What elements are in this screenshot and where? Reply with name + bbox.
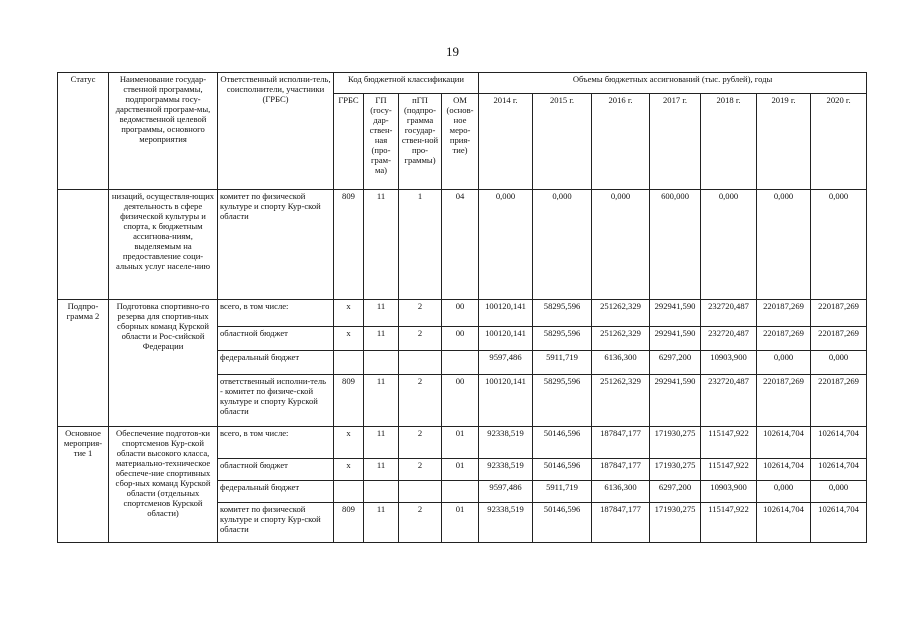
- header-year-2014: 2014 г.: [479, 94, 533, 190]
- header-year-2015: 2015 г.: [533, 94, 592, 190]
- header-name: Наименование государ-ственной программы, подпрограммы госу-дарственной програм-мы, ведомственной целевой программы, основного мероприятия: [109, 73, 218, 190]
- value-cell: 220187,269: [811, 375, 867, 427]
- name-cell: Подготовка спортивно-го резерва для спортив-ных сборных команд Курской области и Рос-сийской Федерации: [109, 300, 218, 427]
- executor-cell: областной бюджет: [218, 459, 334, 481]
- pgp-cell: 2: [399, 327, 442, 351]
- gp-cell: 11: [364, 190, 399, 300]
- value-cell: 0,000: [811, 351, 867, 375]
- value-cell: 0,000: [811, 190, 867, 300]
- header-executor: Ответственный исполни-тель, соисполнители, участники (ГРБС): [218, 73, 334, 190]
- value-cell: 0,000: [533, 190, 592, 300]
- value-cell: 0,000: [757, 351, 811, 375]
- value-cell: 6136,300: [592, 351, 650, 375]
- value-cell: 9597,486: [479, 351, 533, 375]
- executor-cell: федеральный бюджет: [218, 481, 334, 503]
- value-cell: 58295,596: [533, 300, 592, 327]
- executor-cell: всего, в том числе:: [218, 300, 334, 327]
- value-cell: 187847,177: [592, 503, 650, 543]
- value-cell: 251262,329: [592, 327, 650, 351]
- om-cell: 04: [442, 190, 479, 300]
- grbs-cell: х: [334, 427, 364, 459]
- value-cell: 58295,596: [533, 327, 592, 351]
- value-cell: 102614,704: [757, 427, 811, 459]
- value-cell: 600,000: [650, 190, 701, 300]
- value-cell: 292941,590: [650, 300, 701, 327]
- grbs-cell: 809: [334, 375, 364, 427]
- value-cell: 115147,922: [701, 459, 757, 481]
- grbs-cell: 809: [334, 503, 364, 543]
- gp-cell: 11: [364, 327, 399, 351]
- value-cell: 292941,590: [650, 375, 701, 427]
- gp-cell: 11: [364, 459, 399, 481]
- value-cell: 58295,596: [533, 375, 592, 427]
- header-year-2017: 2017 г.: [650, 94, 701, 190]
- value-cell: 9597,486: [479, 481, 533, 503]
- value-cell: 232720,487: [701, 327, 757, 351]
- grbs-cell: х: [334, 327, 364, 351]
- value-cell: 100120,141: [479, 375, 533, 427]
- value-cell: 232720,487: [701, 300, 757, 327]
- value-cell: 187847,177: [592, 427, 650, 459]
- pgp-cell: 2: [399, 459, 442, 481]
- grbs-cell: 809: [334, 190, 364, 300]
- header-volumes: Объемы бюджетных ассигнований (тыс. рублей), годы: [479, 73, 867, 94]
- table-row: [58, 427, 867, 459]
- value-cell: 100120,141: [479, 327, 533, 351]
- pgp-cell: 2: [399, 427, 442, 459]
- executor-cell: всего, в том числе:: [218, 427, 334, 459]
- value-cell: 102614,704: [757, 459, 811, 481]
- value-cell: 292941,590: [650, 327, 701, 351]
- header-om: ОМ (основ-ное меро-прия-тие): [442, 94, 479, 190]
- table-row: [58, 300, 867, 327]
- value-cell: 251262,329: [592, 300, 650, 327]
- value-cell: 0,000: [757, 481, 811, 503]
- value-cell: 6136,300: [592, 481, 650, 503]
- table-row: [58, 190, 867, 300]
- value-cell: 220187,269: [811, 300, 867, 327]
- om-cell: 00: [442, 375, 479, 427]
- executor-cell: комитет по физической культуре и спорту Кур-ской области: [218, 190, 334, 300]
- header-gp: ГП (госу-дар-ствен-ная (про-грам-ма): [364, 94, 399, 190]
- value-cell: 102614,704: [811, 427, 867, 459]
- header-row-1: [58, 73, 867, 94]
- value-cell: 115147,922: [701, 503, 757, 543]
- pgp-cell: 2: [399, 300, 442, 327]
- value-cell: 92338,519: [479, 503, 533, 543]
- value-cell: 102614,704: [757, 503, 811, 543]
- value-cell: 102614,704: [811, 503, 867, 543]
- budget-table: [57, 72, 867, 543]
- value-cell: 171930,275: [650, 459, 701, 481]
- gp-cell: [364, 351, 399, 375]
- value-cell: 50146,596: [533, 427, 592, 459]
- executor-cell: областной бюджет: [218, 327, 334, 351]
- pgp-cell: 2: [399, 375, 442, 427]
- value-cell: 171930,275: [650, 427, 701, 459]
- name-cell: Обеспечение подготов-ки спортсменов Кур-ской области высокого класса, материально-техническое обеспече-ние спортивных сбор-ных команд Курской области (отдельных спортсменов Курской области): [109, 427, 218, 543]
- value-cell: 220187,269: [757, 300, 811, 327]
- value-cell: 0,000: [811, 481, 867, 503]
- header-pgp: пГП (подпро-грамма государ-ствен-ной про-граммы): [399, 94, 442, 190]
- status-cell: [58, 190, 109, 300]
- header-year-2019: 2019 г.: [757, 94, 811, 190]
- value-cell: 0,000: [479, 190, 533, 300]
- gp-cell: 11: [364, 503, 399, 543]
- page-number: 19: [446, 44, 459, 59]
- value-cell: 5911,719: [533, 481, 592, 503]
- pgp-cell: [399, 351, 442, 375]
- pgp-cell: 2: [399, 503, 442, 543]
- pgp-cell: [399, 481, 442, 503]
- value-cell: 100120,141: [479, 300, 533, 327]
- value-cell: 6297,200: [650, 351, 701, 375]
- value-cell: 102614,704: [811, 459, 867, 481]
- header-year-2016: 2016 г.: [592, 94, 650, 190]
- value-cell: 115147,922: [701, 427, 757, 459]
- executor-cell: ответственный исполни-тель - комитет по физиче-ской культуре и спорту Курской области: [218, 375, 334, 427]
- gp-cell: 11: [364, 375, 399, 427]
- value-cell: 0,000: [701, 190, 757, 300]
- value-cell: 5911,719: [533, 351, 592, 375]
- om-cell: [442, 481, 479, 503]
- grbs-cell: [334, 481, 364, 503]
- value-cell: 171930,275: [650, 503, 701, 543]
- name-cell: низаций, осуществля-ющих деятельность в сфере физической культуры и спорта, к бюджетным ассигнова-ниям, выделяемым на предоставление соци-альных услуг населе-нию: [109, 190, 218, 300]
- gp-cell: 11: [364, 427, 399, 459]
- value-cell: 232720,487: [701, 375, 757, 427]
- pgp-cell: 1: [399, 190, 442, 300]
- om-cell: 00: [442, 327, 479, 351]
- gp-cell: 11: [364, 300, 399, 327]
- gp-cell: [364, 481, 399, 503]
- om-cell: 01: [442, 427, 479, 459]
- grbs-cell: [334, 351, 364, 375]
- value-cell: 220187,269: [757, 375, 811, 427]
- grbs-cell: х: [334, 300, 364, 327]
- value-cell: 0,000: [592, 190, 650, 300]
- value-cell: 6297,200: [650, 481, 701, 503]
- value-cell: 92338,519: [479, 459, 533, 481]
- status-cell: Основное мероприя-тие 1: [58, 427, 109, 543]
- status-cell: Подпро-грамма 2: [58, 300, 109, 427]
- value-cell: 220187,269: [811, 327, 867, 351]
- om-cell: 00: [442, 300, 479, 327]
- executor-cell: федеральный бюджет: [218, 351, 334, 375]
- header-year-2020: 2020 г.: [811, 94, 867, 190]
- value-cell: 10903,900: [701, 351, 757, 375]
- value-cell: 50146,596: [533, 503, 592, 543]
- executor-cell: комитет по физической культуре и спорту Кур-ской области: [218, 503, 334, 543]
- value-cell: 10903,900: [701, 481, 757, 503]
- header-status: Статус: [58, 73, 109, 190]
- header-grbs: ГРБС: [334, 94, 364, 190]
- header-year-2018: 2018 г.: [701, 94, 757, 190]
- header-budget-code: Код бюджетной классификации: [334, 73, 479, 94]
- value-cell: 92338,519: [479, 427, 533, 459]
- value-cell: 251262,329: [592, 375, 650, 427]
- om-cell: [442, 351, 479, 375]
- om-cell: 01: [442, 459, 479, 481]
- value-cell: 187847,177: [592, 459, 650, 481]
- value-cell: 220187,269: [757, 327, 811, 351]
- grbs-cell: х: [334, 459, 364, 481]
- value-cell: 0,000: [757, 190, 811, 300]
- value-cell: 50146,596: [533, 459, 592, 481]
- om-cell: 01: [442, 503, 479, 543]
